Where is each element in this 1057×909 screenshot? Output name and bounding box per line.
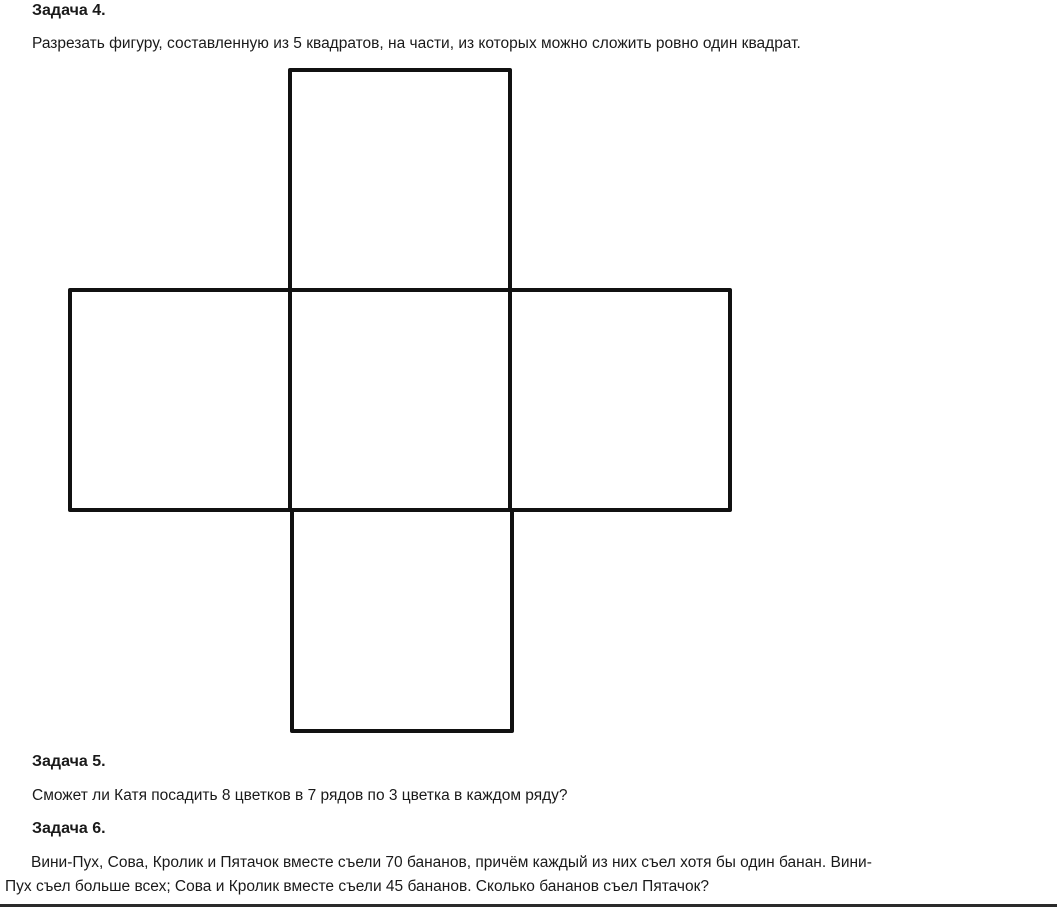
task-6-text-line-1: Вини-Пух, Сова, Кролик и Пятачок вместе съели 70 бананов, причём каждый из них съел хотя бы один банан. Вини- (31, 854, 872, 871)
square-top (290, 70, 510, 290)
bottom-divider (0, 904, 1057, 907)
square-right (510, 290, 730, 510)
square-bottom (292, 510, 512, 731)
task-4-text: Разрезать фигуру, составленную из 5 квадратов, на части, из которых можно сложить ровно один квадрат. (32, 35, 801, 52)
task-5-heading: Задача 5. (32, 753, 106, 770)
square-left (70, 290, 290, 510)
task-6-heading: Задача 6. (32, 820, 106, 837)
task-5-text: Сможет ли Катя посадить 8 цветков в 7 рядов по 3 цветка в каждом ряду? (32, 787, 568, 804)
task-6-text-line-2: Пух съел больше всех; Сова и Кролик вместе съели 45 бананов. Сколько бананов съел Пятачок? (5, 878, 710, 895)
task-4-heading: Задача 4. (32, 2, 106, 19)
square-center (290, 290, 510, 510)
